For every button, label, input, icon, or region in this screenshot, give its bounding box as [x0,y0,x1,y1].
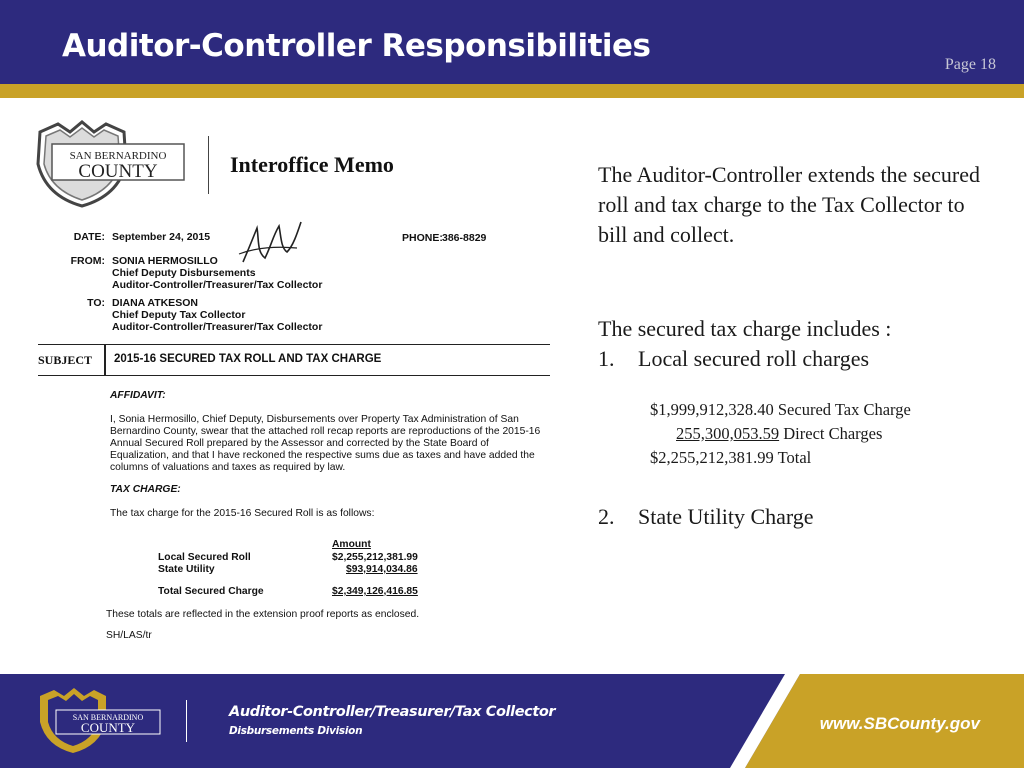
phone-label: PHONE: [402,232,443,244]
page-number: Page 18 [944,56,996,73]
website-link[interactable]: www.SBCounty.gov [819,714,980,733]
charge-amount: 255,300,053.59 [676,424,780,443]
item2-text: State Utility Charge [638,504,814,529]
memo-heading: Interoffice Memo [230,152,394,177]
affidavit-line: Bernardino County, swear that the attached roll recap reports are reproductions of the 2015-16 [110,426,541,437]
to-line: DIANA ATKESON [112,297,198,309]
logo-line1: SAN BERNARDINO [69,150,167,162]
item2-number: 2. [598,504,615,529]
extension-paragraph: The Auditor-Controller extends the secured roll and tax charge to the Tax Collector to bill and collect. [598,162,981,247]
signature [235,218,305,268]
phone-value: 386-8829 [442,232,487,244]
interoffice-memo [30,118,560,658]
includes-paragraph: The secured tax charge includes : [598,316,892,341]
affidavit-line: Equalization, and that I have reckoned the respective sums due as taxes and have added the [110,450,535,461]
closing-line: These totals are reflected in the extension proof reports as enclosed. [106,609,420,620]
to-label: TO: [87,297,105,309]
charge-line [650,422,882,446]
subject-value: 2015-16 SECURED TAX ROLL AND TAX CHARGE [114,353,382,365]
affidavit-line: I, Sonia Hermosillo, Chief Deputy, Disbursements over Property Tax Administration of San [110,414,519,425]
charge-line [650,446,811,470]
from-line: Auditor-Controller/Treasurer/Tax Collector [112,279,323,291]
subject-row [38,344,550,376]
slide-title: Auditor-Controller Responsibilities [62,28,651,64]
from-label: FROM: [70,255,105,267]
date-label: DATE: [73,231,105,243]
row-amount: $93,914,034.86 [346,564,418,575]
county-seal-logo [30,118,205,208]
charge-label: Total [777,448,812,467]
affidavit-heading: AFFIDAVIT: [110,390,166,401]
affidavit-line: columns of valuations and taxes as required by law. [110,462,346,473]
footer-division: Disbursements Division [229,725,363,737]
affidavit-line: Annual Secured Roll prepared by the Assessor and corrected by the State Board of [110,438,489,449]
logo-divider [208,136,209,194]
tax-charge-heading: TAX CHARGE: [110,484,181,495]
total-amount: $2,349,126,416.85 [332,586,418,597]
row-amount: $2,255,212,381.99 [332,552,418,563]
charge-amount: $2,255,212,381.99 [650,448,774,467]
tax-charge-intro: The tax charge for the 2015-16 Secured Roll is as follows: [110,508,375,519]
initials: SH/LAS/tr [106,630,152,641]
row-label: Local Secured Roll [158,552,251,563]
from-line: SONIA HERMOSILLO [112,255,218,267]
charge-line [650,398,911,422]
footer-logo-line2: COUNTY [80,720,136,735]
to-line: Chief Deputy Tax Collector [112,309,246,321]
amount-header: Amount [332,539,371,550]
footer-org-name: Auditor-Controller/Treasurer/Tax Collector [229,704,556,720]
charge-amount: $1,999,912,328.40 [650,400,774,419]
subject-divider [104,345,106,375]
item1-number: 1. [598,346,615,371]
date-value: September 24, 2015 [112,231,211,243]
footer-county-logo [36,688,162,754]
explanation-panel [598,160,1008,529]
item1-text: Local secured roll charges [638,346,870,371]
gold-accent-bar [0,84,1024,98]
footer-logo-line1: SAN BERNARDINO [72,713,144,722]
total-label: Total Secured Charge [158,586,264,597]
footer-divider [186,700,187,742]
from-line: Chief Deputy Disbursements [112,267,256,279]
subject-label: SUBJECT [38,353,93,367]
charge-label: Secured Tax Charge [777,400,911,419]
logo-line2: COUNTY [78,161,158,182]
charge-label: Direct Charges [783,424,883,443]
title-bar [0,0,1024,84]
row-label: State Utility [158,564,215,575]
to-line: Auditor-Controller/Treasurer/Tax Collector [112,321,323,333]
